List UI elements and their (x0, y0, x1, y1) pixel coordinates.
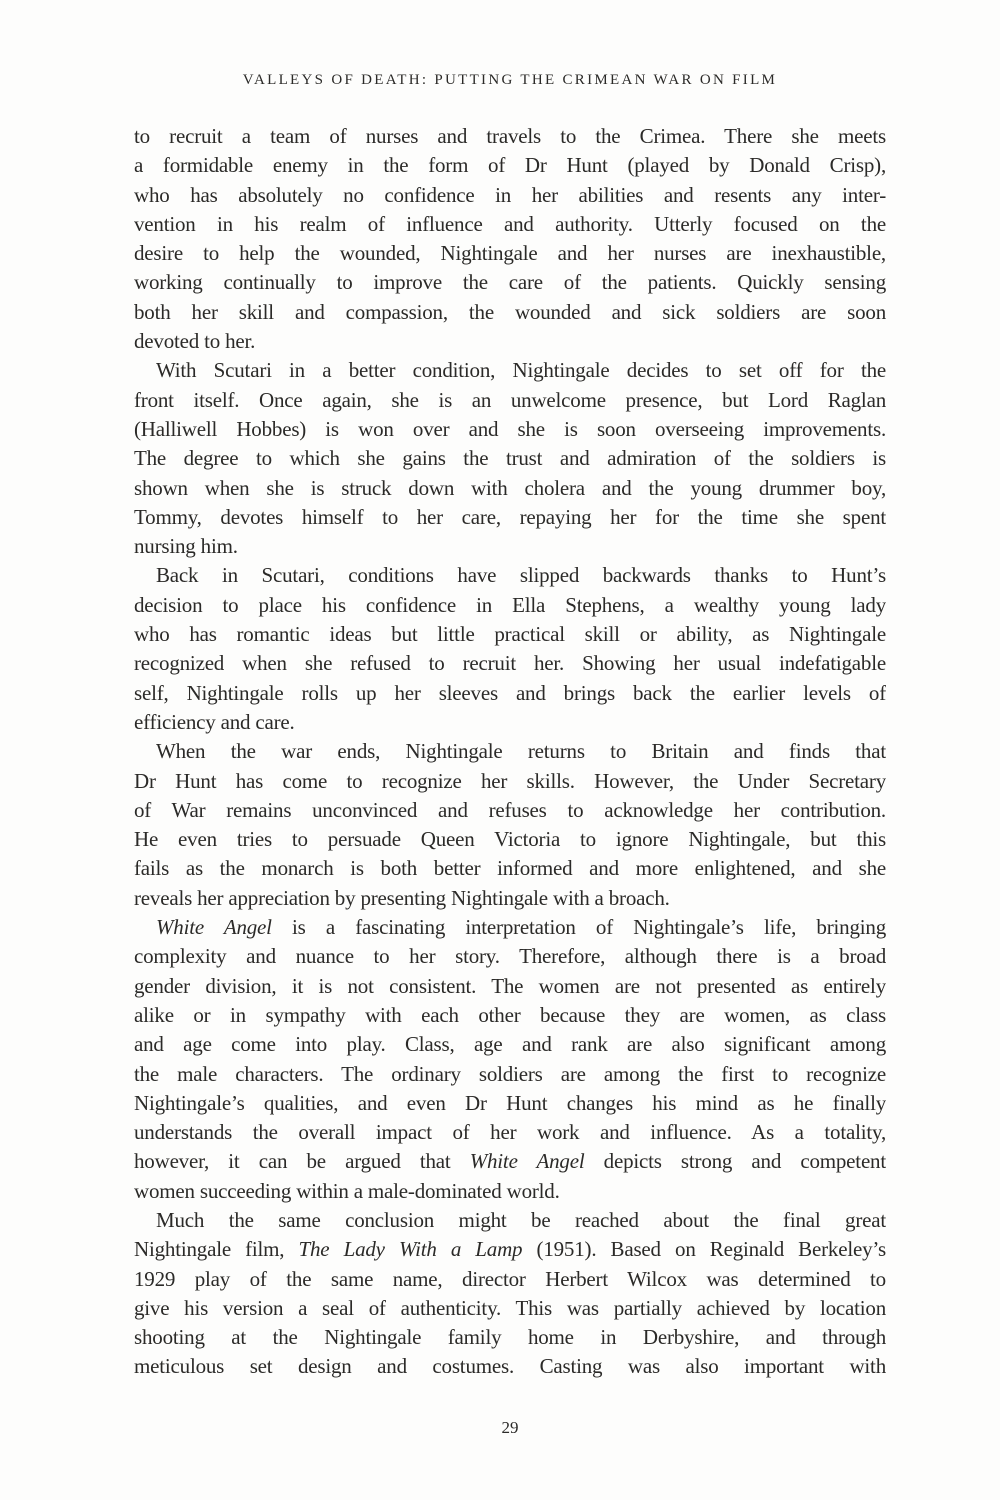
body-text-segment: desire to help the wounded, Nightingale and her nurses are inexhaustible, (134, 241, 886, 266)
text-line (134, 1147, 886, 1176)
page-number: 29 (501, 1418, 519, 1437)
body-text-segment: efficiency and care. (134, 709, 295, 734)
text-line (134, 825, 886, 854)
body-text-segment: Nightingale’s qualities, and even Dr Hunt changes his mind as he finally (134, 1090, 886, 1115)
text-line (134, 1118, 886, 1147)
text-line (134, 532, 886, 561)
body-text-segment: alike or in sympathy with each other because they are women, as class (134, 1002, 886, 1027)
body-text-segment: (1951). Based on Reginald Berkeley’s (522, 1237, 886, 1262)
text-line (134, 239, 886, 268)
body-text-segment: recognized when she refused to recruit her. Showing her usual indefatigable (134, 651, 886, 676)
body-text-segment: however, it can be argued that (134, 1149, 470, 1174)
text-line (134, 386, 886, 415)
text-line (134, 913, 886, 942)
paragraph (134, 122, 886, 356)
body-text-segment: vention in his realm of influence and authority. Utterly focused on the (134, 211, 886, 236)
text-line (134, 210, 886, 239)
body-text-segment: depicts strong and competent (584, 1149, 886, 1174)
text-line (134, 854, 886, 883)
body-text-segment: who has absolutely no confidence in her abilities and resents any inter- (134, 182, 886, 207)
text-line (134, 767, 886, 796)
text-line (134, 1352, 886, 1381)
body-text-segment: Nightingale film, (134, 1237, 299, 1262)
text-line (134, 591, 886, 620)
paragraph (134, 356, 886, 561)
body-text-segment: give his version a seal of authenticity. This was partially achieved by location (134, 1295, 886, 1320)
body-text-segment: the male characters. The ordinary soldiers are among the first to recognize (134, 1061, 886, 1086)
body-text-segment: decision to place his confidence in Ella Stephens, a wealthy young lady (134, 592, 886, 617)
body-text-segment: (Halliwell Hobbes) is won over and she is soon overseeing improvements. (134, 416, 886, 441)
text-line (134, 1235, 886, 1264)
text-line (134, 884, 886, 913)
paragraph (134, 1206, 886, 1382)
text-line (134, 444, 886, 473)
body-text-segment: The degree to which she gains the trust and admiration of the soldiers is (134, 446, 886, 471)
body-text-segment: He even tries to persuade Queen Victoria to ignore Nightingale, but this (134, 827, 886, 852)
body-text-segment: When the war ends, Nightingale returns to Britain and finds that (156, 739, 886, 764)
text-line (134, 151, 886, 180)
italic-title-text: White Angel (156, 915, 272, 940)
body-text-segment: Dr Hunt has come to recognize her skills. However, the Under Secretary (134, 768, 886, 793)
italic-title-text: White Angel (469, 1149, 585, 1174)
text-line (134, 708, 886, 737)
body-text-segment: 1929 play of the same name, director Herbert Wilcox was determined to (134, 1266, 886, 1291)
body-text-segment: complexity and nuance to her story. Therefore, although there is a broad (134, 944, 886, 969)
paragraph (134, 737, 886, 913)
text-line (134, 327, 886, 356)
body-text-segment: fails as the monarch is both better informed and more enlightened, and she (134, 856, 886, 881)
body-text-segment: working continually to improve the care of the patients. Quickly sensing (134, 270, 886, 295)
text-line (134, 268, 886, 297)
body-text-segment: and age come into play. Class, age and rank are also significant among (134, 1032, 886, 1057)
text-line (134, 620, 886, 649)
text-line (134, 356, 886, 385)
body-text-segment: shown when she is struck down with cholera and the young drummer boy, (134, 475, 886, 500)
body-text-segment: gender division, it is not consistent. The women are not presented as entirely (134, 973, 886, 998)
body-text-segment: both her skill and compassion, the wounded and sick soldiers are soon (134, 299, 886, 324)
text-line (134, 415, 886, 444)
text-line (134, 1294, 886, 1323)
text-line (134, 474, 886, 503)
body-text-segment: shooting at the Nightingale family home in Derbyshire, and through (134, 1325, 886, 1350)
body-text-segment: a formidable enemy in the form of Dr Hunt (played by Donald Crisp), (134, 153, 886, 178)
text-line (134, 503, 886, 532)
body-text-segment: Back in Scutari, conditions have slipped backwards thanks to Hunt’s (156, 563, 886, 588)
body-text-segment: Much the same conclusion might be reached about the final great (156, 1207, 886, 1232)
text-line (134, 1060, 886, 1089)
text-line (134, 942, 886, 971)
text-line (134, 1206, 886, 1235)
body-text-segment: women succeeding within a male-dominated world. (134, 1178, 560, 1203)
text-line (134, 1030, 886, 1059)
body-text-segment: to recruit a team of nurses and travels to the Crimea. There she meets (134, 124, 886, 148)
text-line (134, 796, 886, 825)
paragraph (134, 913, 886, 1206)
text-line (134, 122, 886, 151)
body-text (134, 122, 886, 1382)
body-text-segment: nursing him. (134, 534, 238, 559)
text-line (134, 1001, 886, 1030)
body-text-segment: understands the overall impact of her work and influence. As a totality, (134, 1120, 886, 1145)
body-text-segment: meticulous set design and costumes. Casting was also important with (134, 1354, 886, 1379)
running-header: VALLEYS OF DEATH: PUTTING THE CRIMEAN WAR ON FILM (242, 72, 778, 88)
text-line (134, 972, 886, 1001)
body-text-segment: of War remains unconvinced and refuses to acknowledge her contribution. (134, 797, 886, 822)
body-text-segment: front itself. Once again, she is an unwelcome presence, but Lord Raglan (134, 387, 886, 412)
body-text-segment: devoted to her. (134, 329, 256, 354)
text-line (134, 679, 886, 708)
body-text-segment: reveals her appreciation by presenting Nightingale with a broach. (134, 885, 670, 910)
italic-title-text: The Lady With a Lamp (298, 1237, 523, 1262)
text-line (134, 1265, 886, 1294)
body-text-segment: Tommy, devotes himself to her care, repaying her for the time she spent (134, 504, 886, 529)
body-text-segment: is a fascinating interpretation of Nightingale’s life, bringing (271, 915, 886, 940)
text-line (134, 737, 886, 766)
text-line (134, 1089, 886, 1118)
text-line (134, 298, 886, 327)
text-line (134, 561, 886, 590)
body-text-segment: With Scutari in a better condition, Nightingale decides to set off for the (156, 358, 886, 383)
paragraph (134, 561, 886, 737)
text-line (134, 649, 886, 678)
body-text-segment: self, Nightingale rolls up her sleeves and brings back the earlier levels of (134, 680, 886, 705)
text-line (134, 1323, 886, 1352)
text-line (134, 181, 886, 210)
text-line (134, 1177, 886, 1206)
body-text-segment: who has romantic ideas but little practical skill or ability, as Nightingale (134, 622, 886, 647)
